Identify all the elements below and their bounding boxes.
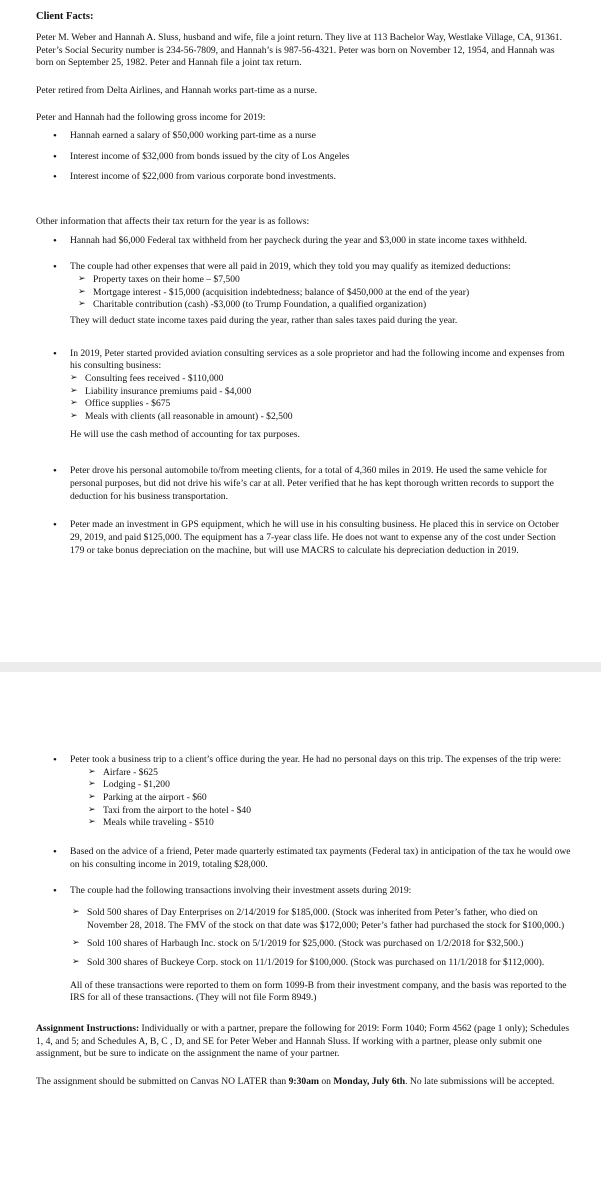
gps-item: • Peter made an investment in GPS equipment, which he will use in his consulting business. He placed this in service on October 29, 2019, and paid $125,000. The equipment has a 7-year class life. He does not want to expense any of the cost under Section 179 or take bonus depreciation on the machine, but will use MACRS to calculate his depreciation deduction in 2019. bbox=[36, 519, 571, 557]
list-item: • Hannah earned a salary of $50,000 working part-time as a nurse bbox=[36, 130, 571, 143]
consulting-list bbox=[36, 348, 571, 442]
list-item: • Interest income of $32,000 from bonds issued by the city of Los Angeles bbox=[36, 151, 571, 164]
submission-text-2: on bbox=[318, 1075, 334, 1087]
retired-paragraph: Peter retired from Delta Airlines, and Hannah works part-time as a nurse. bbox=[36, 84, 318, 96]
income-heading: Peter and Hannah had the following gross income for 2019: bbox=[36, 112, 266, 124]
list-item: ➢ Meals while traveling - $510 bbox=[88, 817, 571, 830]
assignment-instructions bbox=[36, 1023, 571, 1061]
list-item: ➢ Charitable contribution (cash) -$3,000 (to Trump Foundation, a qualified organization) bbox=[78, 299, 571, 312]
trip-lead: • Peter took a business trip to a client’s office during the year. He had no personal days on this trip. The expenses of the trip were: bbox=[70, 754, 562, 765]
submission-text-1: The assignment should be submitted on Canvas NO LATER than bbox=[36, 1075, 289, 1087]
list-item: ➢ Liability insurance premiums paid - $4,000 bbox=[70, 386, 571, 399]
document-page-2 bbox=[0, 672, 601, 1203]
expenses-item bbox=[36, 261, 571, 312]
submission-text-3: . No late submissions will be accepted. bbox=[405, 1075, 555, 1087]
other-heading: Other information that affects their tax return for the year is as follows: bbox=[36, 216, 310, 228]
trip-item bbox=[36, 754, 571, 830]
page2-list bbox=[36, 754, 571, 1005]
assignment-label: Assignment Instructions: bbox=[36, 1022, 140, 1034]
section-title: Client Facts: bbox=[36, 11, 94, 22]
intro-paragraph: Peter M. Weber and Hannah A. Sluss, husband and wife, file a joint return. They live at 113 Bachelor Way, Westlake Village, CA, 91361. Peter’s Social Security number is 234-56-7809, and Hannah’s is 987-56-4321. Peter was born on November 12, 1954, and Hannah was born on September 25, 1982. Peter and Hannah file a joint tax return. bbox=[36, 31, 562, 69]
trip-sublist bbox=[88, 767, 571, 830]
estimated-item: • Based on the advice of a friend, Peter made quarterly estimated tax payments (Federal tax) in anticipation of the tax he would owe on his consulting income in 2019, totaling $28,000. bbox=[36, 846, 571, 871]
auto-item: • Peter drove his personal automobile to/from meeting clients, for a total of 4,360 miles in 2019. He used the same vehicle for personal purposes, but did not drive his wife’s car at all. Peter verified that he has kept thorough written records to support the deduction for his business transportation. bbox=[36, 465, 571, 503]
transactions-sublist bbox=[72, 907, 571, 970]
submission-date: Monday, July 6th bbox=[333, 1075, 406, 1087]
withheld-item: • Hannah had $6,000 Federal tax withheld from her paycheck during the year and $3,000 in state income taxes withheld. bbox=[36, 235, 571, 248]
submission-time: 9:30am bbox=[288, 1075, 319, 1087]
consulting-sublist bbox=[70, 373, 571, 424]
expenses-lead: • The couple had other expenses that were all paid in 2019, which they told you may qualify as itemized deductions: bbox=[70, 261, 511, 273]
transactions-note: All of these transactions were reported to them on form 1099-B from their investment company, and the basis was reported to the IRS for all of these transactions. (They will not file Form 8949.) bbox=[70, 979, 567, 1004]
list-item: ➢ Lodging - $1,200 bbox=[88, 779, 571, 792]
other-info-list bbox=[36, 235, 571, 312]
transactions-item bbox=[36, 885, 571, 1005]
list-item: ➢ Sold 100 shares of Harbaugh Inc. stock on 5/1/2019 for $25,000. (Stock was purchased on 1/2/2018 for $32,500.) bbox=[72, 938, 571, 951]
list-item: ➢ Meals with clients (all reasonable in amount) - $2,500 bbox=[70, 411, 571, 424]
list-item: ➢ Office supplies - $675 bbox=[70, 398, 571, 411]
consulting-note: He will use the cash method of accounting for tax purposes. bbox=[70, 428, 300, 440]
list-item: ➢ Taxi from the airport to the hotel - $40 bbox=[88, 805, 571, 818]
expenses-sublist bbox=[78, 274, 571, 312]
list-item: ➢ Mortgage interest - $15,000 (acquisition indebtedness; balance of $450,000 at the end of the year) bbox=[78, 287, 571, 300]
list-item: ➢ Sold 500 shares of Day Enterprises on 2/14/2019 for $185,000. (Stock was inherited from Peter’s father, who died on November 28, 2018. The FMV of the stock on that date was $172,000; Peter’s father had purchased the stock for $100,000.) bbox=[72, 907, 571, 932]
expenses-note: They will deduct state income taxes paid during the year, rather than sales taxes paid during the year. bbox=[70, 315, 458, 327]
assignment-text: Individually or with a partner, prepare the following for 2019: Form 1040; Form 4562 (page 1 only); Schedules 1, 4, and 5; and Schedules A, B, C , D, and SE for Peter Weber and Hannah Sluss. If working with a partner, please only submit one assignment, but be sure to indicate on the assignment the name of your partner. bbox=[36, 1022, 570, 1060]
list-item: ➢ Airfare - $625 bbox=[88, 767, 571, 780]
submission-paragraph bbox=[36, 1076, 571, 1089]
list-item: ➢ Parking at the airport - $60 bbox=[88, 792, 571, 805]
income-list bbox=[36, 130, 571, 184]
list-item: ➢ Consulting fees received - $110,000 bbox=[70, 373, 571, 386]
list-item: ➢ Property taxes on their home – $7,500 bbox=[78, 274, 571, 287]
consulting-item bbox=[36, 348, 571, 442]
list-item: ➢ Sold 300 shares of Buckeye Corp. stock on 11/1/2019 for $100,000. (Stock was purchased on 11/1/2018 for $112,000). bbox=[72, 957, 571, 970]
transactions-lead: • The couple had the following transactions involving their investment assets during 2019: bbox=[70, 885, 412, 897]
consulting-lead: • In 2019, Peter started provided aviation consulting services as a sole proprietor and had the following income and expenses from his consulting business: bbox=[70, 347, 565, 372]
auto-gps-list bbox=[36, 465, 571, 557]
list-item: • Interest income of $22,000 from various corporate bond investments. bbox=[36, 171, 571, 184]
